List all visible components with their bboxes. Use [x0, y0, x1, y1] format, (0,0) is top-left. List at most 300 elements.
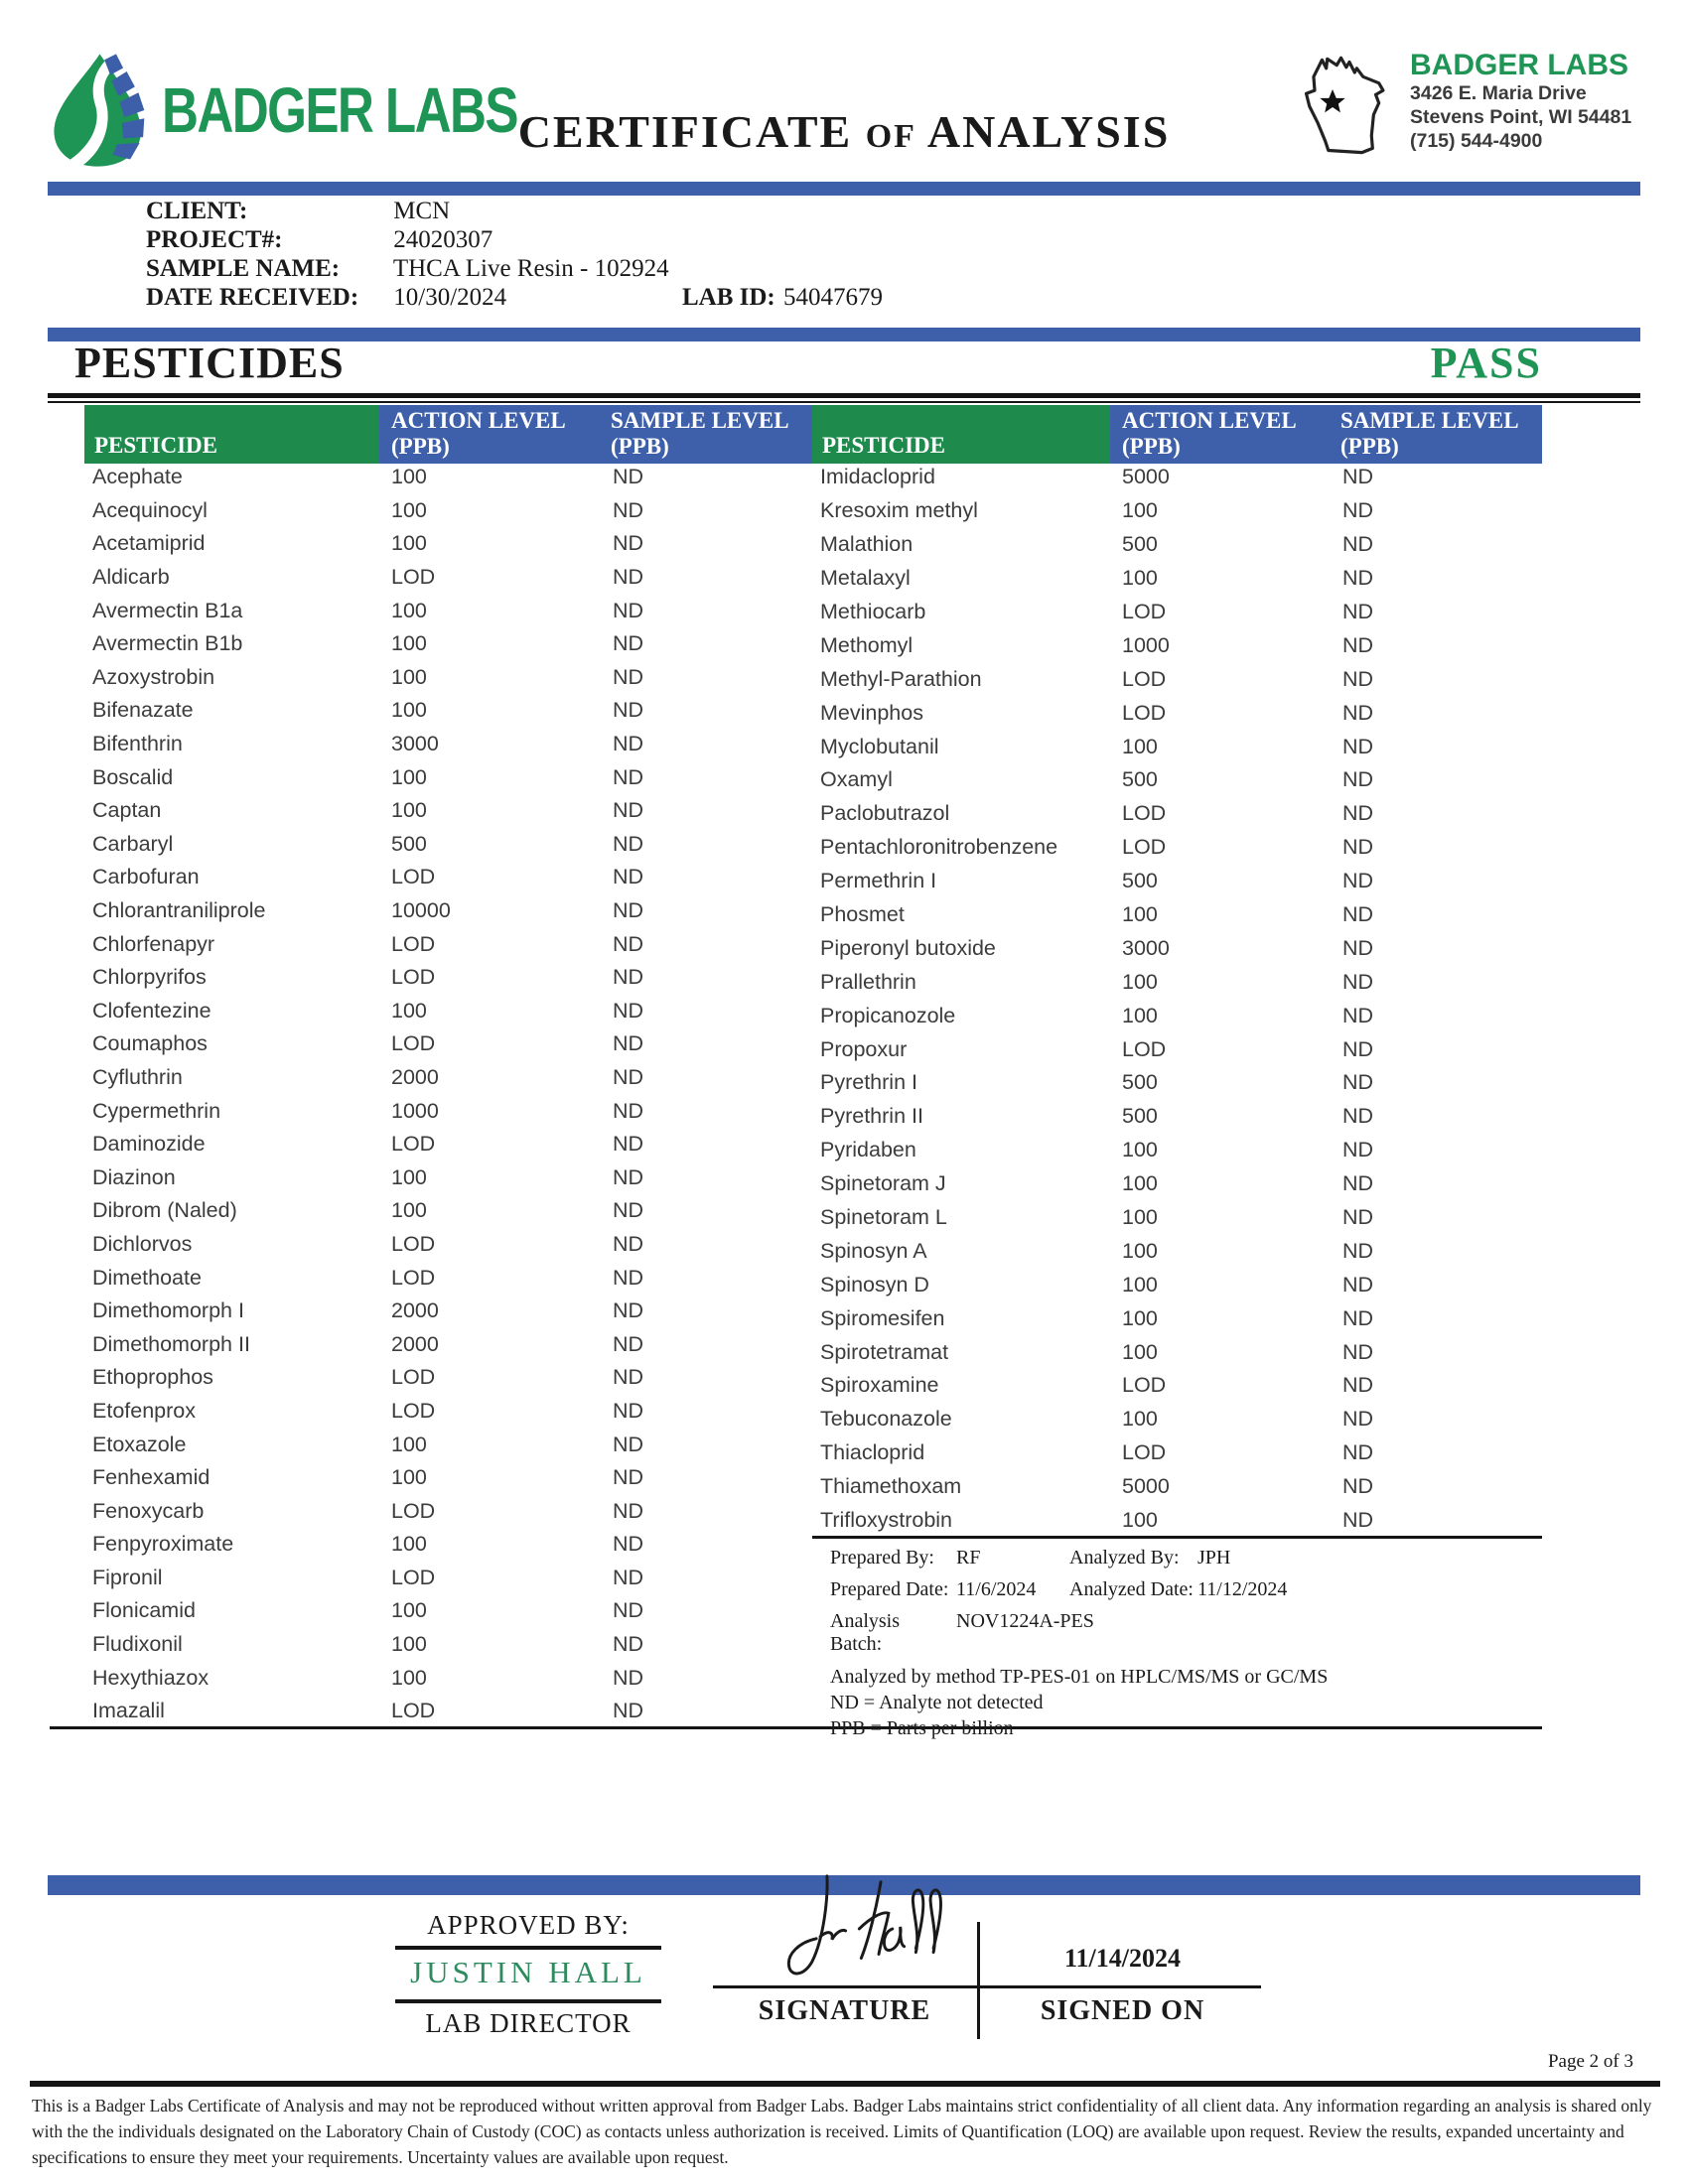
sample-level-value: ND — [1342, 1373, 1374, 1398]
table-row — [812, 797, 1542, 831]
pesticide-name: Bifenazate — [92, 698, 194, 723]
action-level-value: 1000 — [391, 1098, 439, 1123]
table-row — [812, 1134, 1542, 1167]
pesticide-name: Spinosyn D — [820, 1272, 929, 1297]
sample-level-value: ND — [613, 965, 644, 990]
sample-level-value: ND — [613, 931, 644, 956]
heading-rule-thick — [48, 393, 1640, 398]
table-row — [84, 927, 812, 961]
table-row — [84, 461, 812, 494]
table-row — [812, 1369, 1542, 1403]
signature-label: SIGNATURE — [758, 1995, 931, 2026]
pesticide-name: Thiamethoxam — [820, 1474, 962, 1499]
pesticide-name: Pyrethrin I — [820, 1070, 917, 1095]
table-row — [84, 494, 812, 528]
table-row — [812, 931, 1542, 965]
pesticide-name: Propicanozole — [820, 1003, 956, 1027]
table-row — [812, 1100, 1542, 1134]
action-level-value: LOD — [1122, 700, 1167, 725]
sample-level-value: ND — [1342, 1104, 1374, 1129]
pesticide-name: Paclobutrazol — [820, 801, 950, 826]
action-level-value: LOD — [1122, 1373, 1167, 1398]
sample-level-value: ND — [1342, 498, 1374, 523]
pesticide-name: Tebuconazole — [820, 1407, 952, 1432]
sample-level-value: ND — [613, 698, 644, 723]
pesticide-name: Permethrin I — [820, 869, 937, 893]
sample-level-value: ND — [1342, 600, 1374, 623]
analyzed-date-value: 11/12/2024 — [1197, 1578, 1288, 1600]
sample-level-value: ND — [613, 1031, 644, 1056]
table-row — [84, 694, 812, 728]
sample-level-value: ND — [613, 898, 644, 923]
analysis-notes — [830, 1547, 1525, 1741]
disclaimer-text: This is a Badger Labs Certificate of Analysis and may not be reproduced without written approval from Badger Labs. Badger Labs maintains strict confidentiality of all client data. Any information regarding an analysis is shared only with the the individuals designated on the Laboratory Chain of Custody (COC) as contacts unless authorization is received. Limits of Quantification (LOQ) are available upon request. Review the results, expanded uncertainty and specifications to ensure they meet your requirements. Uncertainty values are available upon request. — [32, 2096, 1652, 2167]
client-value: MCN — [393, 198, 451, 224]
sample-level-value: ND — [613, 497, 644, 522]
table-header — [812, 405, 1542, 461]
pesticide-name: Mevinphos — [820, 700, 923, 725]
table-row — [84, 1494, 812, 1528]
document-title — [417, 105, 1271, 158]
action-level-value: LOD — [391, 931, 436, 956]
sample-level-value: ND — [613, 1665, 644, 1690]
sample-level-value: ND — [1342, 566, 1374, 591]
action-level-value: 100 — [1122, 1272, 1158, 1297]
action-level-value: 100 — [1122, 1205, 1158, 1230]
action-level-value: 100 — [391, 998, 427, 1023]
action-level-value: 100 — [1122, 1407, 1158, 1432]
table-row — [812, 865, 1542, 898]
pesticide-name: Pentachloronitrobenzene — [820, 835, 1058, 860]
table-row — [84, 1428, 812, 1461]
action-level-value: LOD — [1122, 600, 1167, 623]
pesticide-name: Chlorantraniliprole — [92, 898, 266, 923]
meta-row-project — [146, 226, 1238, 255]
column-header-action-level — [1110, 405, 1329, 464]
action-level-value: 100 — [1122, 734, 1158, 758]
sample-level-value: ND — [613, 1532, 644, 1557]
action-level-value: 100 — [391, 1465, 427, 1490]
action-level-value: 5000 — [1122, 465, 1170, 489]
action-level-value: 100 — [391, 1532, 427, 1557]
client-label: CLIENT: — [146, 198, 248, 224]
table-header — [84, 405, 812, 461]
footer-rule — [30, 2081, 1660, 2087]
table-row — [84, 627, 812, 661]
action-level-value: LOD — [391, 1031, 436, 1056]
date-received-label: DATE RECEIVED: — [146, 284, 359, 311]
sample-level-value: ND — [1342, 801, 1374, 826]
action-level-label: ACTION LEVEL — [391, 408, 566, 433]
pesticide-name: Spirotetramat — [820, 1339, 949, 1364]
pesticide-name: Prallethrin — [820, 969, 916, 994]
sample-level-value: ND — [1342, 1138, 1374, 1162]
pesticide-name: Daminozide — [92, 1132, 206, 1157]
action-level-value: 100 — [1122, 1339, 1158, 1364]
table-row — [84, 1094, 812, 1128]
sample-meta — [146, 198, 1238, 313]
table-row — [812, 1167, 1542, 1201]
table-row — [812, 1436, 1542, 1470]
sample-level-value: ND — [613, 1164, 644, 1189]
action-level-value: 3000 — [391, 732, 439, 756]
action-level-value: 100 — [391, 798, 427, 823]
ppb-note: PPB = Parts per billion — [830, 1717, 1014, 1739]
sample-level-value: ND — [1342, 632, 1374, 657]
action-level-value: 100 — [391, 1432, 427, 1456]
pesticide-name: Fludixonil — [92, 1632, 183, 1657]
table-row — [812, 999, 1542, 1032]
action-level-value: 500 — [391, 831, 427, 856]
table-row — [812, 596, 1542, 629]
table-row — [812, 1301, 1542, 1335]
sample-level-value: ND — [1342, 767, 1374, 792]
pesticide-name: Pyrethrin II — [820, 1104, 923, 1129]
sample-level-value: ND — [613, 531, 644, 556]
table-row — [84, 1562, 812, 1595]
sample-level-value: ND — [613, 798, 644, 823]
table-row — [812, 1470, 1542, 1504]
table-row — [84, 728, 812, 761]
sample-level-value: ND — [1342, 1508, 1374, 1533]
action-level-value: LOD — [391, 1498, 436, 1523]
table-row — [84, 1361, 812, 1395]
sample-level-value: ND — [613, 1298, 644, 1323]
table-row — [812, 461, 1542, 494]
action-level-value: LOD — [391, 565, 436, 590]
pesticide-name: Etoxazole — [92, 1432, 187, 1456]
project-label: PROJECT#: — [146, 226, 283, 253]
action-level-value: 500 — [1122, 767, 1158, 792]
action-level-value: 500 — [1122, 869, 1158, 893]
table-row — [812, 965, 1542, 999]
table-right-bottom-rule — [812, 1536, 1542, 1539]
pesticide-name: Carbofuran — [92, 865, 200, 889]
prepared-by-label: Prepared By: — [830, 1547, 934, 1569]
sample-level-value: ND — [1342, 1407, 1374, 1432]
pesticide-name: Clofentezine — [92, 998, 211, 1023]
pesticide-name: Fenhexamid — [92, 1465, 211, 1490]
lab-phone: (715) 544-4900 — [1410, 130, 1543, 152]
sample-name-value: THCA Live Resin - 102924 — [392, 255, 669, 282]
pesticide-name: Spiromesifen — [820, 1305, 945, 1330]
table-row — [812, 730, 1542, 763]
table-row — [84, 794, 812, 828]
page-number: Page 2 of 3 — [1547, 2051, 1633, 2072]
pesticide-name: Malathion — [820, 532, 914, 557]
pesticide-name: Diazinon — [92, 1164, 176, 1189]
analyzed-by-label: Analyzed By: — [1069, 1547, 1180, 1569]
approver-title: LAB DIRECTOR — [425, 2008, 632, 2038]
table-row — [84, 1261, 812, 1295]
table-row — [84, 995, 812, 1028]
action-level-value: 100 — [1122, 1238, 1158, 1263]
table-row — [812, 1032, 1542, 1066]
pesticide-name: Avermectin B1a — [92, 598, 243, 622]
sample-level-value: ND — [613, 1198, 644, 1223]
analysis-batch-label: Analysis Batch: — [830, 1610, 900, 1655]
sample-level-value: ND — [1342, 1440, 1374, 1465]
column-header-sample-level — [1329, 405, 1542, 464]
sample-level-value: ND — [1342, 935, 1374, 960]
sample-level-value: ND — [1342, 734, 1374, 758]
heading-rule-thin — [48, 401, 1640, 403]
column-header-pesticide: PESTICIDE — [84, 405, 379, 464]
prepared-by-value: RF — [956, 1547, 981, 1569]
action-level-value: 100 — [391, 497, 427, 522]
pesticide-name: Ethoprophos — [92, 1365, 213, 1390]
title-part2: ANALYSIS — [926, 106, 1171, 157]
pesticide-name: Imazalil — [92, 1699, 165, 1723]
pesticide-name: Metalaxyl — [820, 566, 911, 591]
action-level-unit: (PPB) — [1122, 434, 1181, 459]
sample-level-value: ND — [613, 1365, 644, 1390]
pesticide-name: Boscalid — [92, 764, 174, 789]
table-body-right — [812, 461, 1542, 1538]
meta-row-client — [146, 198, 1238, 226]
table-row — [812, 1268, 1542, 1301]
pesticide-name: Propoxur — [820, 1036, 908, 1061]
action-level-value: 2000 — [391, 1064, 439, 1089]
column-header-pesticide: PESTICIDE — [812, 405, 1110, 464]
pesticide-name: Captan — [92, 798, 162, 823]
table-row — [84, 1461, 812, 1495]
action-level-value: 100 — [1122, 969, 1158, 994]
pesticide-name: Dimethomorph I — [92, 1298, 244, 1323]
action-level-value: 100 — [391, 531, 427, 556]
action-level-value: LOD — [391, 865, 436, 889]
action-level-value: LOD — [1122, 835, 1167, 860]
action-level-value: LOD — [391, 1565, 436, 1589]
pesticide-name: Spinetoram J — [820, 1171, 946, 1196]
table-row — [84, 1628, 812, 1662]
pesticide-name: Thiacloprid — [820, 1440, 925, 1465]
action-level-value: 100 — [1122, 1003, 1158, 1027]
sample-level-label: SAMPLE LEVEL — [611, 408, 789, 433]
pesticide-name: Imidacloprid — [820, 465, 935, 489]
action-level-value: LOD — [391, 1132, 436, 1157]
lab-address-line1: 3426 E. Maria Drive — [1410, 82, 1587, 104]
pesticide-name: Flonicamid — [92, 1598, 196, 1623]
pesticide-name: Acephate — [92, 465, 183, 489]
action-level-value: 100 — [391, 698, 427, 723]
action-level-unit: (PPB) — [391, 434, 450, 459]
table-row — [84, 961, 812, 995]
table-row — [84, 1160, 812, 1194]
prepared-date-label: Prepared Date: — [830, 1578, 949, 1600]
pesticide-name: Methomyl — [820, 632, 914, 657]
action-level-value: 100 — [1122, 498, 1158, 523]
action-level-value: LOD — [1122, 1036, 1167, 1061]
sample-level-value: ND — [613, 732, 644, 756]
sample-level-value: ND — [1342, 1003, 1374, 1027]
sample-level-label: SAMPLE LEVEL — [1340, 408, 1519, 433]
sample-level-value: ND — [613, 465, 644, 489]
action-level-value: 2000 — [391, 1298, 439, 1323]
table-row — [84, 894, 812, 928]
action-level-value: LOD — [1122, 801, 1167, 826]
pesticide-name: Avermectin B1b — [92, 631, 243, 656]
pesticide-name: Bifenthrin — [92, 732, 183, 756]
sample-level-value: ND — [1342, 835, 1374, 860]
action-level-label: ACTION LEVEL — [1122, 408, 1297, 433]
analysis-batch-value: NOV1224A-PES — [956, 1610, 1094, 1632]
action-level-value: 100 — [391, 764, 427, 789]
pesticide-name: Oxamyl — [820, 767, 893, 792]
table-row — [812, 662, 1542, 696]
sample-level-value: ND — [613, 1064, 644, 1089]
table-row — [812, 1201, 1542, 1235]
sample-level-value: ND — [613, 1432, 644, 1456]
table-row — [84, 527, 812, 561]
pesticide-name: Azoxystrobin — [92, 664, 215, 689]
sample-level-value: ND — [1342, 869, 1374, 893]
sample-level-value: ND — [1342, 532, 1374, 557]
action-level-value: 100 — [391, 465, 427, 489]
pesticide-name: Piperonyl butoxide — [820, 935, 996, 960]
analyzed-by-value: JPH — [1197, 1547, 1231, 1569]
action-level-value: 100 — [1122, 902, 1158, 927]
table-row — [84, 1528, 812, 1562]
lab-id-label: LAB ID: — [682, 284, 775, 311]
action-level-value: 100 — [391, 1632, 427, 1657]
approved-by-block — [395, 1910, 661, 2039]
lab-name: BADGER LABS — [1410, 49, 1629, 81]
sample-level-value: ND — [613, 1231, 644, 1256]
pesticide-name: Dimethomorph II — [92, 1331, 250, 1356]
action-level-value: 100 — [391, 664, 427, 689]
action-level-value: 100 — [1122, 1508, 1158, 1533]
sample-level-value: ND — [613, 764, 644, 789]
project-value: 24020307 — [393, 226, 493, 253]
pesticide-name: Cyfluthrin — [92, 1064, 183, 1089]
sample-level-value: ND — [1342, 1305, 1374, 1330]
action-level-value: LOD — [391, 1398, 436, 1423]
table-row — [84, 861, 812, 894]
action-level-value: 3000 — [1122, 935, 1170, 960]
table-row — [812, 831, 1542, 865]
table-row — [84, 1695, 812, 1728]
action-level-value: 100 — [391, 1598, 427, 1623]
action-level-value: 100 — [1122, 566, 1158, 591]
pesticide-name: Phosmet — [820, 902, 905, 927]
action-level-value: LOD — [391, 1265, 436, 1290]
pesticide-name: Fenoxycarb — [92, 1498, 205, 1523]
sample-level-value: ND — [613, 1632, 644, 1657]
action-level-value: 100 — [1122, 1138, 1158, 1162]
sample-level-value: ND — [613, 598, 644, 622]
column-header-action-level — [379, 405, 599, 464]
sample-level-value: ND — [613, 998, 644, 1023]
sample-level-value: ND — [613, 565, 644, 590]
date-received-value: 10/30/2024 — [393, 284, 507, 311]
table-row — [812, 898, 1542, 932]
table-row — [84, 1327, 812, 1361]
sample-level-value: ND — [613, 1465, 644, 1490]
leaf-logo-icon — [45, 52, 162, 169]
pesticide-name: Dimethoate — [92, 1265, 202, 1290]
action-level-value: 100 — [391, 1665, 427, 1690]
action-level-value: 100 — [1122, 1305, 1158, 1330]
sample-level-value: ND — [613, 1265, 644, 1290]
table-row — [84, 594, 812, 627]
table-row — [812, 1504, 1542, 1538]
action-level-value: LOD — [391, 1365, 436, 1390]
sample-level-value: ND — [613, 1132, 644, 1157]
signature-divider — [977, 1922, 980, 2039]
sample-level-value: ND — [613, 1398, 644, 1423]
sample-level-value: ND — [1342, 1205, 1374, 1230]
action-level-value: LOD — [391, 965, 436, 990]
table-row — [84, 1128, 812, 1161]
table-row — [812, 1066, 1542, 1100]
action-level-value: LOD — [1122, 666, 1167, 691]
sample-level-value: ND — [613, 1331, 644, 1356]
action-level-value: 500 — [1122, 1070, 1158, 1095]
divider-bar-top — [48, 182, 1640, 196]
table-row — [812, 494, 1542, 528]
table-row — [812, 763, 1542, 797]
pesticide-name: Kresoxim methyl — [820, 498, 978, 523]
pesticide-name: Spiroxamine — [820, 1373, 939, 1398]
pesticide-name: Coumaphos — [92, 1031, 208, 1056]
pesticide-name: Chlorpyrifos — [92, 965, 207, 990]
action-level-value: 100 — [391, 598, 427, 622]
status-badge: PASS — [1430, 339, 1542, 387]
table-row — [812, 528, 1542, 562]
prepared-date-value: 11/6/2024 — [956, 1578, 1037, 1600]
brand-logo-text: BADGER LABS — [162, 74, 517, 146]
table-row — [812, 696, 1542, 730]
sample-level-value: ND — [1342, 1272, 1374, 1297]
pesticide-name: Etofenprox — [92, 1398, 196, 1423]
action-level-value: 500 — [1122, 532, 1158, 557]
table-row — [812, 562, 1542, 596]
sample-level-value: ND — [613, 631, 644, 656]
sample-level-value: ND — [613, 1565, 644, 1589]
sample-level-value: ND — [1342, 1036, 1374, 1061]
lab-address-block — [1297, 50, 1631, 163]
title-part1: CERTIFICATE — [517, 106, 853, 157]
sample-level-value: ND — [613, 1498, 644, 1523]
sample-level-value: ND — [613, 865, 644, 889]
table-row — [84, 561, 812, 595]
pesticide-name: Acequinocyl — [92, 497, 208, 522]
sample-level-value: ND — [1342, 666, 1374, 691]
pesticide-name: Acetamiprid — [92, 531, 206, 556]
table-row — [84, 1661, 812, 1695]
signed-on-date: 11/14/2024 — [1063, 1944, 1181, 1973]
pesticide-name: Myclobutanil — [820, 734, 939, 758]
pesticide-name: Aldicarb — [92, 565, 170, 590]
table-row — [84, 1027, 812, 1061]
pesticide-name: Cypermethrin — [92, 1098, 221, 1123]
table-row — [84, 1228, 812, 1262]
table-row — [84, 1395, 812, 1429]
pesticide-name: Trifloxystrobin — [820, 1508, 953, 1533]
table-row — [84, 1061, 812, 1095]
sample-level-value: ND — [1342, 902, 1374, 927]
signature-rule — [713, 1985, 1261, 1988]
approver-name: JUSTIN HALL — [410, 1955, 646, 1989]
action-level-value: LOD — [391, 1699, 436, 1723]
action-level-value: 100 — [1122, 1171, 1158, 1196]
meta-row-received — [146, 284, 1238, 313]
table-row — [812, 1403, 1542, 1436]
nd-note: ND = Analyte not detected — [830, 1692, 1044, 1713]
action-level-value: 100 — [391, 1198, 427, 1223]
approved-by-label: APPROVED BY: — [427, 1910, 630, 1940]
